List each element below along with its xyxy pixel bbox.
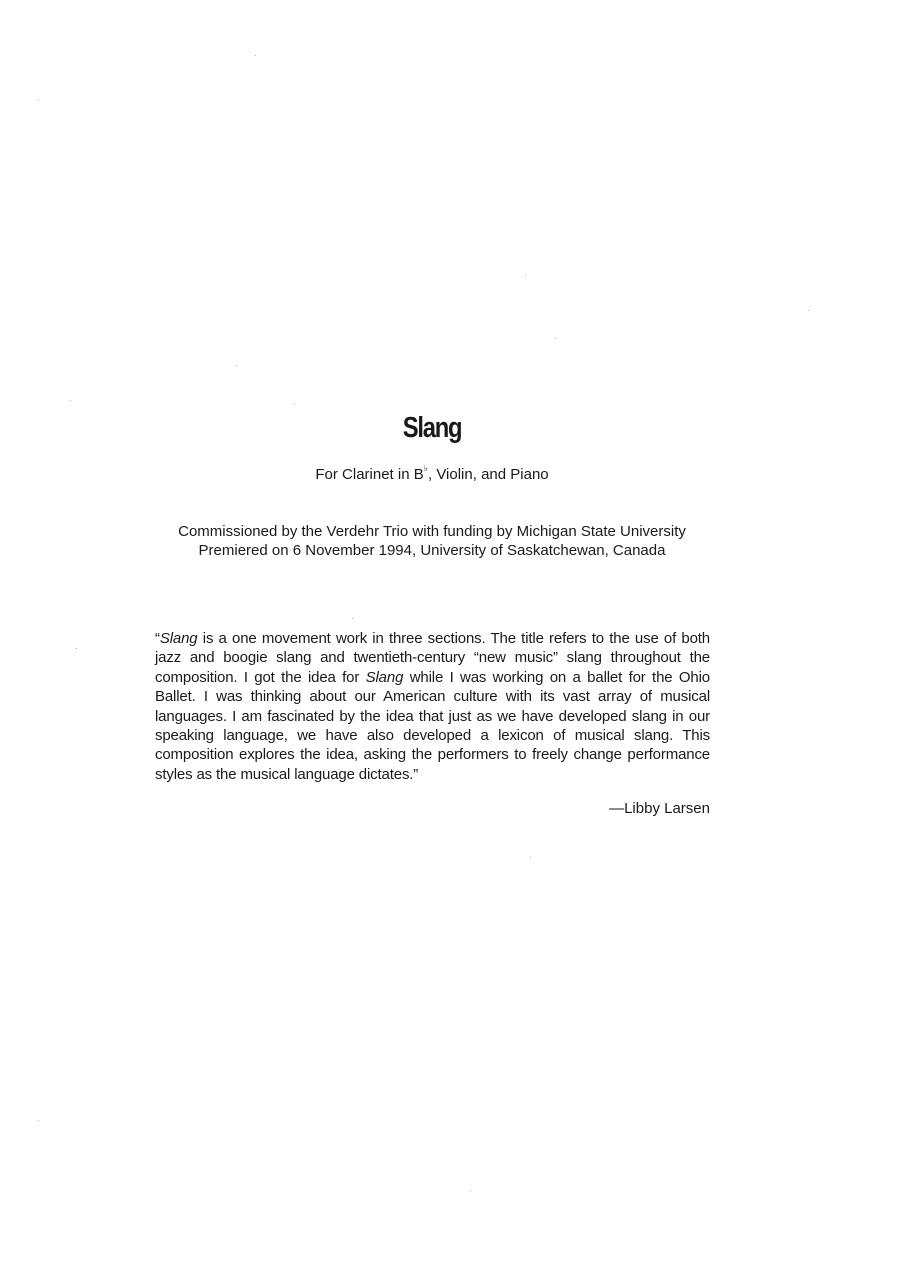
flat-symbol: ♭ [423,463,428,473]
scan-speck [352,618,353,619]
quote-italic-title-2: Slang [365,668,404,686]
scan-speck [470,1190,471,1191]
subtitle-suffix: , Violin, and Piano [427,466,549,483]
quote-text-1: is a one movement work in three sections. The title refers to the use of both jazz and boogie slang and twentieth-century “new music” slang throughout the composition. I got the idea for [155,630,710,686]
commission-info [0,522,864,560]
premiere-line: Premiered on 6 November 1994, University of Saskatchewan, Canada [198,542,666,559]
scan-speck [530,857,531,858]
quote-attribution: —Libby Larsen [609,800,710,817]
scan-speck [70,400,71,401]
instrumentation-subtitle [0,463,864,483]
composer-quote [155,629,710,784]
quote-open-mark: “ [155,630,160,647]
scan-speck [38,100,39,101]
quote-italic-title-1: Slang [159,630,198,647]
scan-speck [76,648,77,649]
page-title: Slang [402,412,462,444]
scan-speck [555,338,556,339]
commission-line: Commissioned by the Verdehr Trio with funding by Michigan State University [178,523,686,540]
subtitle-prefix: For Clarinet in B [315,466,424,483]
scan-speck [255,55,256,56]
quote-text-2: while I was working on a ballet for the Ohio Ballet. I was thinking about our American culture with its vast array of musical languages. I am fascinated by the idea that just as we have developed slang in our speaking language, we have also developed a lexicon of musical slang. This composition explores the idea, asking the performers to freely change performance styles as the musical language dictates.” [155,668,710,783]
scan-speck [38,1120,39,1121]
scan-speck [236,365,237,366]
scan-speck [294,403,295,404]
scan-speck [808,310,809,311]
scan-speck [525,275,526,276]
